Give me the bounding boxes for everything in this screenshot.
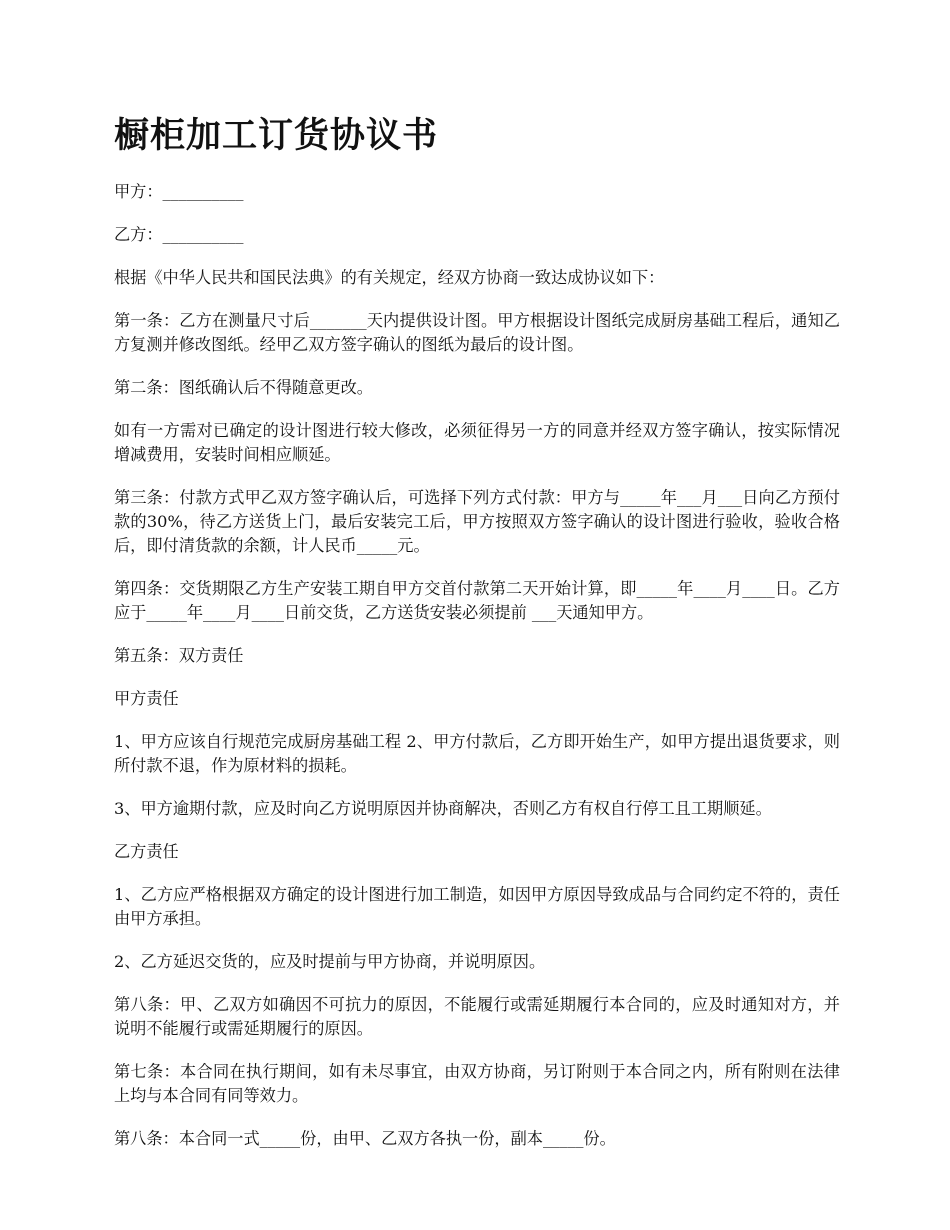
party-a-line: 甲方：__________ — [114, 182, 244, 201]
article-5-heading: 第五条：双方责任 — [114, 646, 244, 665]
article-2-detail: 如有一方需对已确定的设计图进行较大修改，必须征得另一方的同意并经双方签字确认，按实际情况增减费用，安装时间相应顺延。 — [114, 421, 840, 464]
document-body — [114, 180, 840, 1170]
article-4: 第四条：交货期限乙方生产安装工期自甲方交首付款第二天开始计算，即_____年____月____日。乙方应于_____年____月____日前交货，乙方送货安装必须提前 ___天通知甲方。 — [114, 579, 840, 622]
party-b-duties-heading: 乙方责任 — [114, 842, 179, 861]
copies-article: 第八条：本合同一式_____份，由甲、乙双方各执一份，副本_____份。 — [114, 1129, 616, 1148]
document-title: 橱柜加工订货协议书 — [114, 115, 439, 156]
article-1: 第一条：乙方在测量尺寸后_______天内提供设计图。甲方根据设计图纸完成厨房基础工程后，通知乙方复测并修改图纸。经甲乙双方签字确认的图纸为最后的设计图。 — [114, 311, 840, 354]
party-b-duty-2: 2、乙方延迟交货的，应及时提前与甲方协商，并说明原因。 — [114, 952, 546, 971]
article-7: 第七条：本合同在执行期间，如有未尽事宜，由双方协商，另订附则于本合同之内，所有附则在法律上均与本合同有同等效力。 — [114, 1062, 840, 1105]
article-3: 第三条：付款方式甲乙双方签字确认后，可选择下列方式付款：甲方与_____年___月___日向乙方预付款的30%，待乙方送货上门，最后安装完工后，甲方按照双方签字确认的设计图进行验收，验收合格后，即付清货款的余额，计人民币_____元。 — [114, 488, 840, 555]
party-a-duties-heading: 甲方责任 — [114, 689, 179, 708]
preamble: 根据《中华人民共和国民法典》的有关规定，经双方协商一致达成协议如下： — [114, 268, 665, 287]
party-b-line: 乙方：__________ — [114, 225, 244, 244]
party-a-duty-1: 1、甲方应该自行规范完成厨房基础工程 2、甲方付款后，乙方即开始生产，如甲方提出退货要求，则所付款不退，作为原材料的损耗。 — [114, 732, 840, 775]
article-2: 第二条：图纸确认后不得随意更改。 — [114, 378, 373, 397]
force-majeure-article: 第八条：甲、乙双方如确因不可抗力的原因，不能履行或需延期履行本合同的，应及时通知对方，并说明不能履行或需延期履行的原因。 — [114, 995, 840, 1038]
party-a-duty-3: 3、甲方逾期付款，应及时向乙方说明原因并协商解决，否则乙方有权自行停工且工期顺延。 — [114, 799, 772, 818]
party-b-duty-1: 1、乙方应严格根据双方确定的设计图进行加工制造，如因甲方原因导致成品与合同约定不符的，责任由甲方承担。 — [114, 885, 840, 928]
